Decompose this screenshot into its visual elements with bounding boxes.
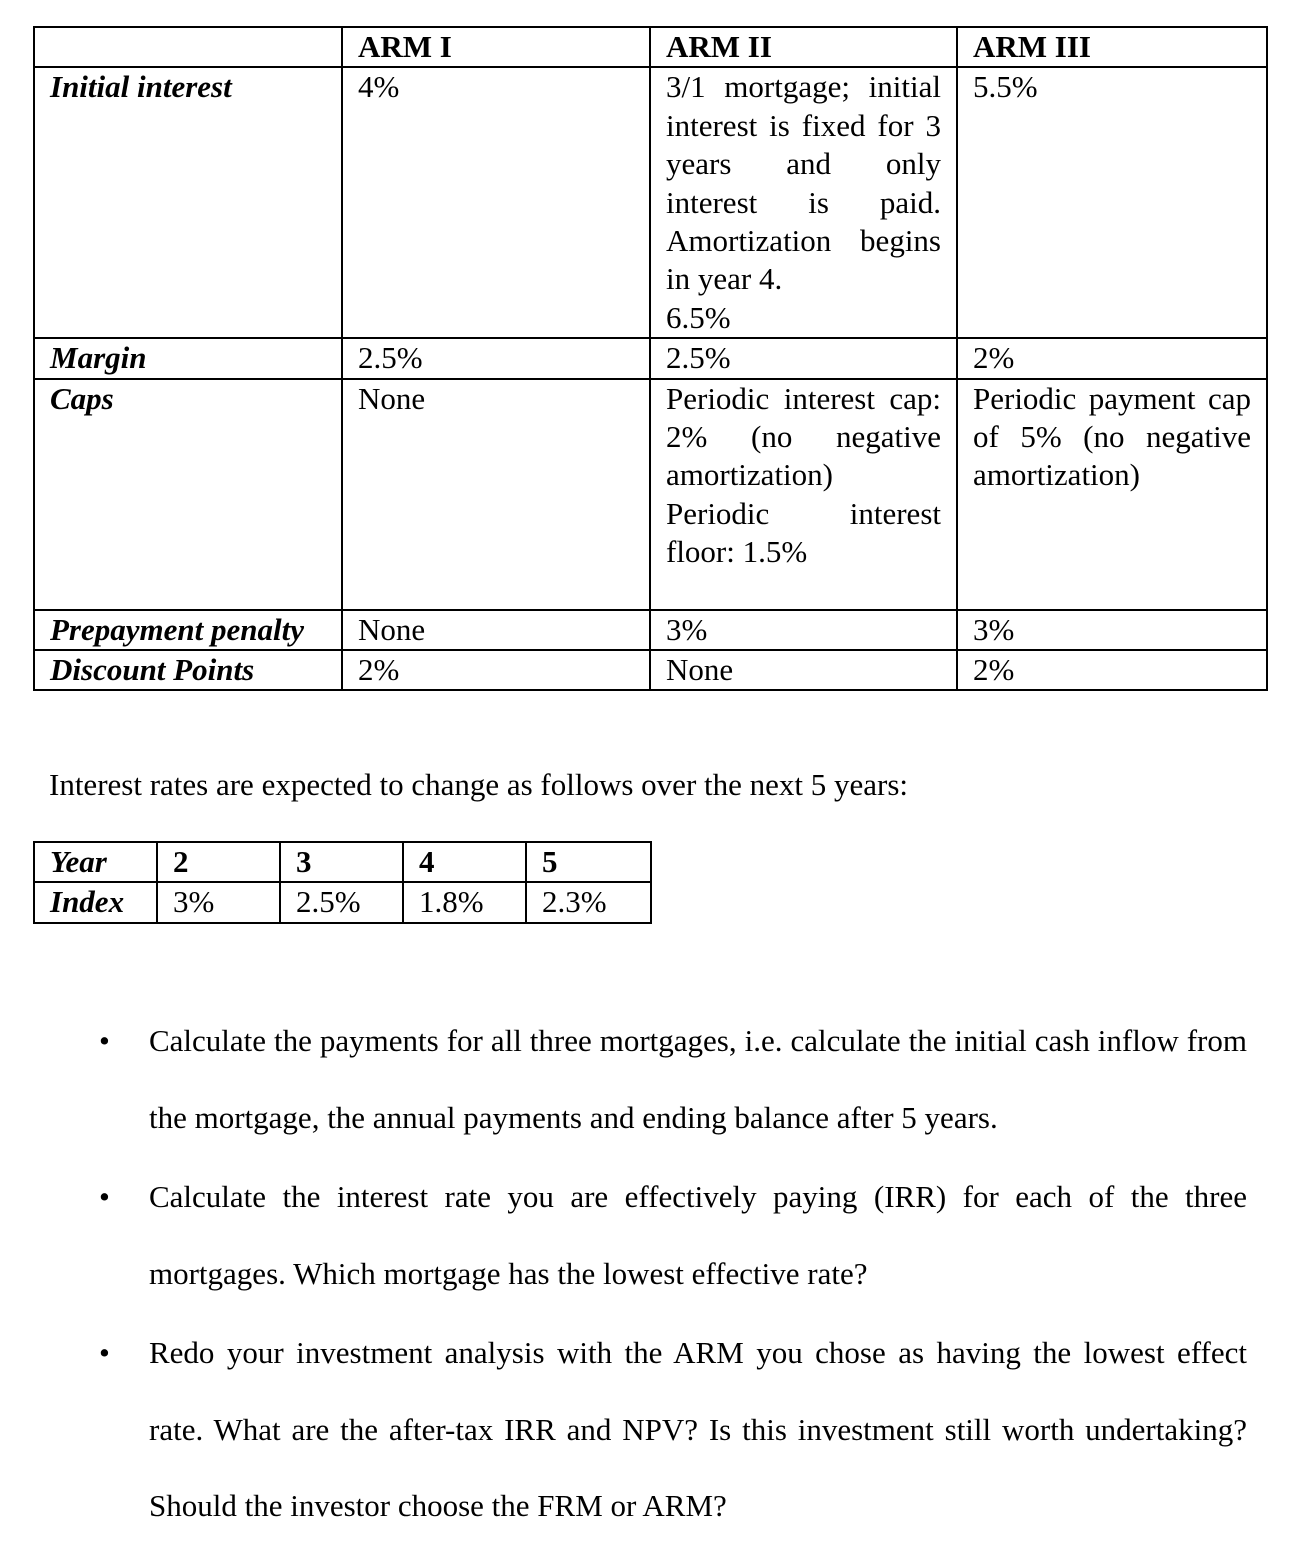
index-value-cell: 1.8% [403,882,526,922]
row-label-caps: Caps [34,379,342,610]
index-label: Index [34,882,157,922]
index-value-row [34,882,651,922]
question-list [0,1003,1305,1548]
index-year-row [34,842,651,882]
question-text: Calculate the payments for all three mortgages, i.e. calculate the initial cash inflow from the mortgage, the annual payments and ending balance after 5 years. [149,1023,1247,1135]
list-item [0,1003,1305,1156]
arm3-discount-points: 2% [957,650,1267,690]
table-row [34,650,1267,690]
table-row [34,338,1267,378]
arm1-caps: None [342,379,650,610]
row-label-margin: Margin [34,338,342,378]
interest-rate-intro: Interest rates are expected to change as follows over the next 5 years: [49,767,909,802]
arm3-initial-interest: 5.5% [957,67,1267,338]
arm2-margin: 2.5% [650,338,957,378]
header-arm-3: ARM III [957,27,1267,67]
bullet-icon: • [99,1179,110,1214]
arm2-caps [650,379,957,610]
header-arm-1: ARM I [342,27,650,67]
table-header-row [34,27,1267,67]
arm2-prepayment-penalty: 3% [650,610,957,650]
arm2-initial-interest [650,67,957,338]
year-label: Year [34,842,157,882]
arm3-prepayment-penalty: 3% [957,610,1267,650]
interest-index-table [33,841,652,924]
table-row [34,67,1267,338]
index-value-cell: 2.5% [280,882,403,922]
arm3-margin: 2% [957,338,1267,378]
table-row [34,610,1267,650]
header-cell-empty [34,27,342,67]
row-label-prepayment-penalty: Prepayment penalty [34,610,342,650]
index-value-cell: 3% [157,882,280,922]
header-arm-2: ARM II [650,27,957,67]
arm1-initial-interest: 4% [342,67,650,338]
row-label-discount-points: Discount Points [34,650,342,690]
table-row [34,379,1267,610]
arm2-initial-interest-rate: 6.5% [666,299,731,335]
arm1-prepayment-penalty: None [342,610,650,650]
arm1-discount-points: 2% [342,650,650,690]
question-text: Redo your investment analysis with the ARM you chose as having the lowest effect rate. What are the after-tax IRR and NPV? Is this investment still worth undertaking? Should the investor choose the FRM or ARM? [149,1335,1247,1523]
year-cell: 5 [526,842,651,882]
bullet-icon: • [99,1335,110,1370]
year-cell: 4 [403,842,526,882]
index-value-cell: 2.3% [526,882,651,922]
question-text: Calculate the interest rate you are effectively paying (IRR) for each of the three mortgages. Which mortgage has the lowest effective rate? [149,1179,1247,1291]
bullet-icon: • [99,1023,110,1058]
arm1-margin: 2.5% [342,338,650,378]
year-cell: 2 [157,842,280,882]
arm2-initial-interest-description: 3/1 mortgage; initial interest is fixed for 3 years and only interest is paid. Amortization begins in year 4. [666,69,941,297]
arm2-interest-cap: Periodic interest cap: 2% (no negative amortization) [666,380,941,493]
arm3-caps: Periodic payment cap of 5% (no negative amortization) [957,379,1267,610]
arm2-interest-floor: Periodic interest floor: 1.5% [666,495,941,570]
arm2-discount-points: None [650,650,957,690]
row-label-initial-interest: Initial interest [34,67,342,338]
arm-comparison-table [33,26,1268,691]
year-cell: 3 [280,842,403,882]
list-item [0,1159,1305,1312]
list-item [0,1315,1305,1545]
